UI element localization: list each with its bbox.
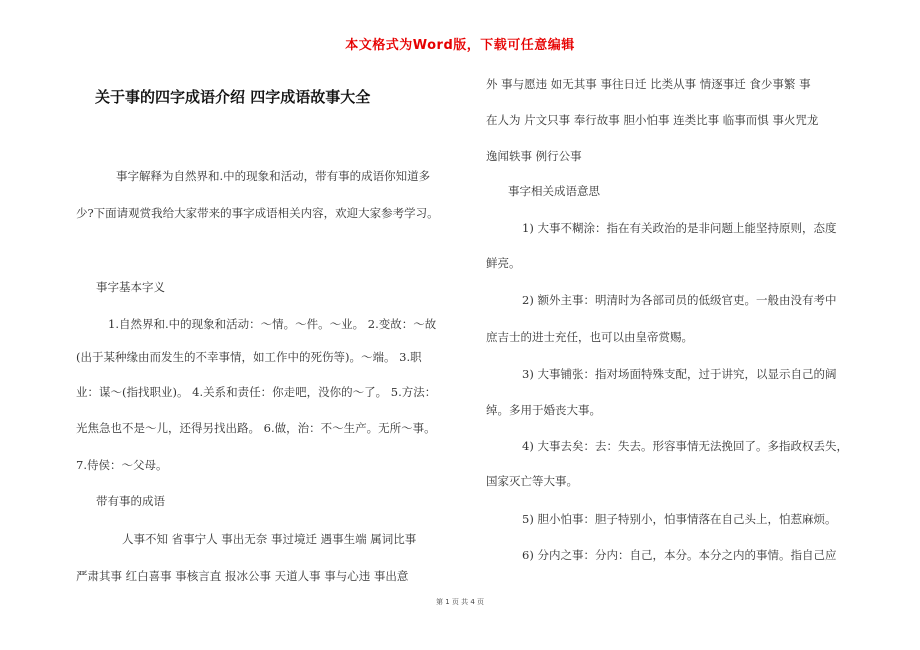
meaning-1-line-1: 1) 大事不糊涂：指在有关政治的是非问题上能坚持原则，态度	[522, 221, 837, 235]
intro-line-2: 少?下面请观赏我给大家带来的事字成语相关内容，欢迎大家参考学习。	[76, 206, 439, 220]
basic-line-3: 业：谋～(指找职业)。 4.关系和责任：你走吧，没你的～了。 5.方法：	[76, 385, 437, 399]
meaning-1-line-2: 鲜亮。	[486, 256, 521, 270]
idiom-cont-line-1: 外 事与愿违 如无其事 事往日迁 比类从事 情逐事迁 食少事繁 事	[486, 77, 811, 91]
meaning-3-line-2: 绰。多用于婚丧大事。	[486, 403, 601, 417]
idiom-line-1: 人事不知 省事宁人 事出无奈 事过境迁 遇事生端 属词比事	[122, 532, 417, 546]
basic-meaning-heading: 事字基本字义	[96, 280, 165, 294]
document-title: 关于事的四字成语介绍 四字成语故事大全	[95, 88, 371, 106]
idiom-cont-line-3: 逸闻轶事 例行公事	[486, 149, 582, 163]
basic-line-4: 光焦急也不是～儿，还得另找出路。 6.做，治：不～生产。无所～事。	[76, 421, 436, 435]
meaning-6-line-1: 6) 分内之事：分内：自己，本分。本分之内的事情。指自己应	[522, 548, 837, 562]
download-banner: 本文格式为Word版，下载可任意编辑	[345, 38, 575, 53]
meaning-3-line-1: 3) 大事铺张：指对场面特殊支配，过于讲究，以显示自己的阔	[522, 367, 837, 381]
idiom-cont-line-2: 在人为 片文只事 奉行故事 胆小怕事 连类比事 临事而惧 事火咒龙	[486, 113, 819, 127]
idiom-line-2: 严肃其事 红白喜事 事核言直 报冰公事 天道人事 事与心违 事出意	[76, 569, 409, 583]
meaning-2-line-2: 庶吉士的进士充任，也可以由皇帝赏赐。	[486, 330, 693, 344]
meaning-4-line-1: 4) 大事去矣：去：失去。形容事情无法挽回了。多指政权丢失，	[522, 439, 848, 453]
idioms-heading: 带有事的成语	[96, 494, 165, 508]
basic-line-5: 7.侍侯：～父母。	[76, 458, 168, 472]
meaning-4-line-2: 国家灭亡等大事。	[486, 474, 578, 488]
meaning-2-line-1: 2) 额外主事：明清时为各部司员的低级官吏。一般由没有考中	[522, 293, 837, 307]
meaning-5-line-1: 5) 胆小怕事：胆子特别小，怕事情落在自己头上，怕惹麻烦。	[522, 512, 837, 526]
meaning-heading: 事字相关成语意思	[508, 184, 600, 198]
intro-line-1: 事字解释为自然界和.中的现象和活动，带有事的成语你知道多	[116, 169, 431, 183]
basic-line-2: (出于某种缘由而发生的不幸事情，如工作中的死伤等)。～端。 3.职	[76, 350, 422, 364]
basic-line-1: 1.自然界和.中的现象和活动：～情。～件。～业。 2.变故：～故	[108, 317, 437, 331]
page-number: 第 1 页 共 4 页	[435, 598, 485, 606]
